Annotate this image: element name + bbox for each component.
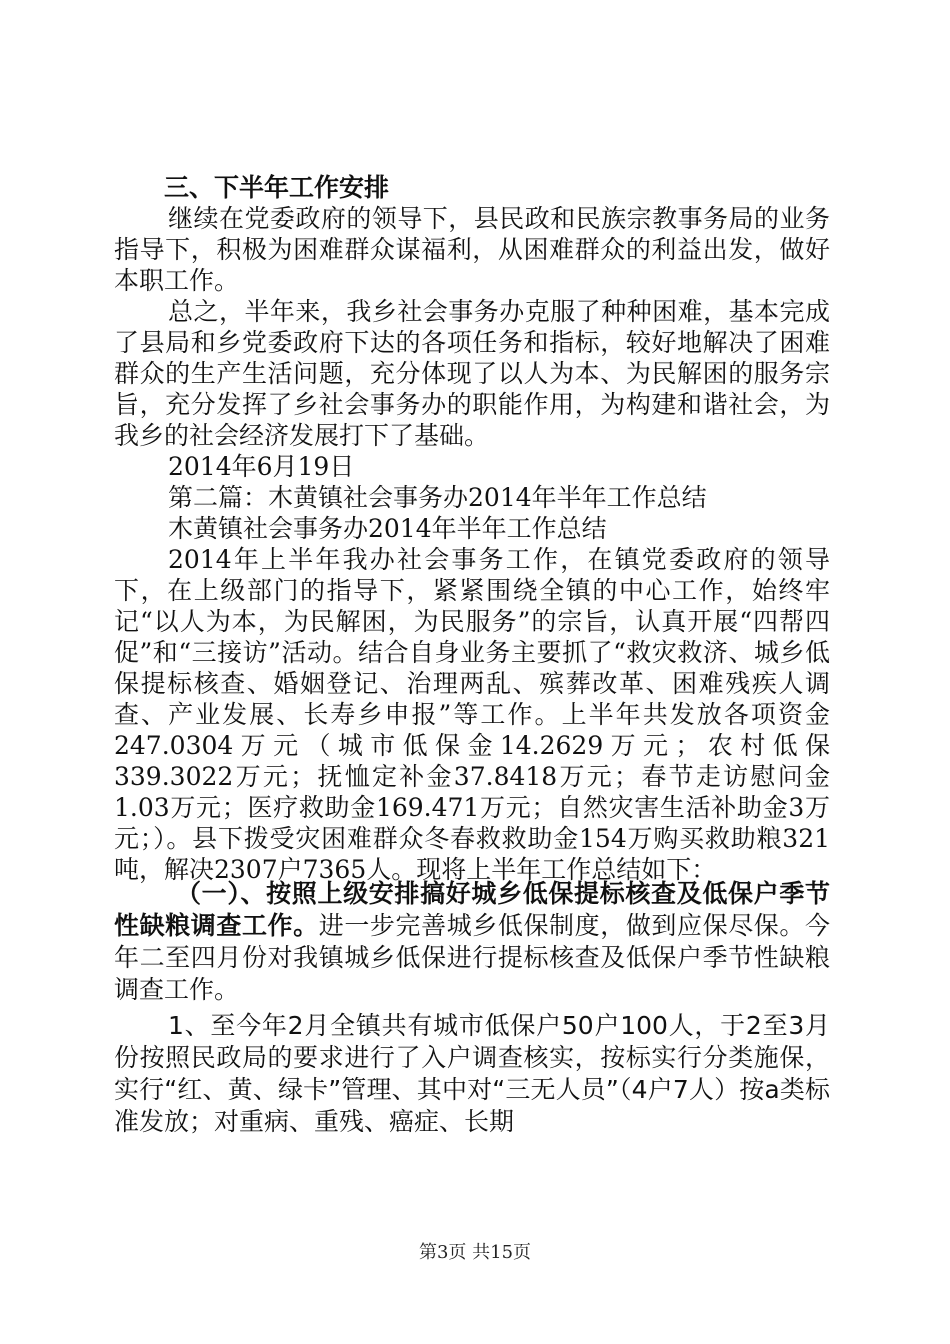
page-footer: 第3页 共15页 (418, 1242, 532, 1263)
subsection-body: 进一步完善城乡低保制度，做到应保尽保。今年二至四月份对我镇城乡低保进行提标核查及低保户季节性缺粮调查工作。 (114, 911, 830, 1004)
date-line: 2014年6月19日 (168, 452, 355, 481)
section-heading: 三、下半年工作安排 (164, 173, 390, 202)
second-article-title: 第二篇：木黄镇社会事务办2014年半年工作总结 (168, 483, 707, 512)
second-article-subtitle: 木黄镇社会事务办2014年半年工作总结 (168, 514, 607, 543)
paragraph-summary: 总之，半年来，我乡社会事务办克服了种种困难，基本完成了县局和乡党委政府下达的各项任务和指标，较好地解决了困难群众的生产生活问题，充分体现了以人为本、为民解困的服务宗旨，充分发挥了乡社会事务办的职能作用，为构建和谐社会，为我乡的社会经济发展打下了基础。 (114, 297, 830, 450)
paragraph-low-income-check (114, 878, 830, 1006)
lower-text-block (114, 878, 830, 1138)
paragraph-urban-low-income: 1、至今年2月全镇共有城市低保户50户100人，于2至3月份按照民政局的要求进行了入户调查核实，按标实行分类施保，实行“红、黄、绿卡”管理、其中对“三无人员”（4户7人）按a类标准发放；对重病、重残、癌症、长期 (114, 1011, 830, 1136)
subsection-heading: （一）、按照上级安排搞好城乡低保提标核查及低保户季节性缺粮调查工作。 (114, 879, 830, 940)
paragraph-overview: 2014年上半年我办社会事务工作，在镇党委政府的领导下，在上级部门的指导下，紧紧围绕全镇的中心工作，始终牢记“以人为本，为民解困，为民服务”的宗旨，认真开展“四帮四促”和“三接访”活动。结合自身业务主要抓了“救灾救济、城乡低保提标核查、婚姻登记、治理两乱、殡葬改革、困难残疾人调查、产业发展、长寿乡申报”等工作。上半年共发放各项资金247.0304万元（城市低保金14.2629万元；农村低保339.3022万元；抚恤定补金37.8418万元；春节走访慰问金1.03万元；医疗救助金169.471万元；自然灾害生活补助金3万元；）。县下拨受灾困难群众冬春救救助金154万购买救助粮321吨，解决2307户7365人。现将上半年工作总结如下： (114, 545, 830, 884)
upper-text-block (114, 172, 830, 885)
paragraph-work-plan: 继续在党委政府的领导下，县民政和民族宗教事务局的业务指导下，积极为困难群众谋福利，从困难群众的利益出发，做好本职工作。 (114, 204, 830, 295)
